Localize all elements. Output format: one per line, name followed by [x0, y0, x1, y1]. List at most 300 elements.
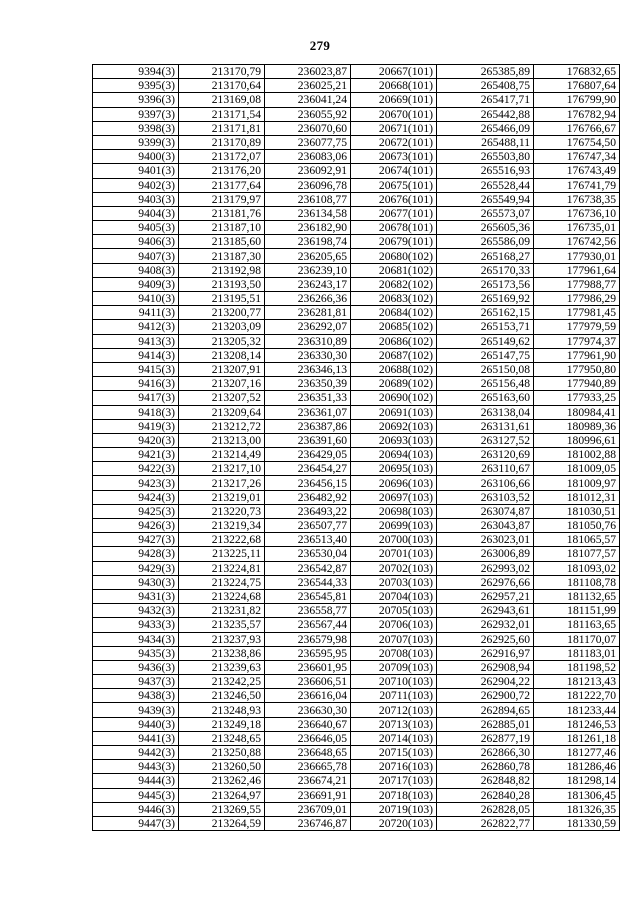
- x-coordinate-cell: 213171,54: [179, 107, 265, 121]
- point-id-cell: 9395(3): [93, 79, 179, 93]
- x-coordinate-cell: 265466,09: [437, 121, 534, 135]
- x-coordinate-cell: 262900,72: [437, 689, 534, 703]
- y-coordinate-cell: 236387,86: [265, 419, 351, 433]
- point-id-cell: 9446(3): [93, 802, 179, 816]
- table-row: [93, 306, 620, 320]
- table-row: [93, 646, 620, 660]
- y-coordinate-cell: 236691,91: [265, 788, 351, 802]
- y-coordinate-cell: 177961,64: [534, 263, 620, 277]
- x-coordinate-cell: 262822,77: [437, 816, 534, 830]
- point-id-cell: 20686(102): [351, 334, 437, 348]
- point-id-cell: 20675(101): [351, 178, 437, 192]
- point-id-cell: 9422(3): [93, 462, 179, 476]
- point-id-cell: 20714(103): [351, 731, 437, 745]
- x-coordinate-cell: 213207,16: [179, 377, 265, 391]
- x-coordinate-cell: 213246,50: [179, 689, 265, 703]
- point-id-cell: 9405(3): [93, 221, 179, 235]
- y-coordinate-cell: 181277,46: [534, 746, 620, 760]
- table-row: [93, 65, 620, 79]
- y-coordinate-cell: 181093,02: [534, 561, 620, 575]
- y-coordinate-cell: 236545,81: [265, 589, 351, 603]
- point-id-cell: 9424(3): [93, 490, 179, 504]
- y-coordinate-cell: 236601,95: [265, 660, 351, 674]
- table-row: [93, 462, 620, 476]
- x-coordinate-cell: 213207,52: [179, 391, 265, 405]
- y-coordinate-cell: 236456,15: [265, 476, 351, 490]
- point-id-cell: 9426(3): [93, 519, 179, 533]
- point-id-cell: 9442(3): [93, 746, 179, 760]
- x-coordinate-cell: 265156,48: [437, 377, 534, 391]
- point-id-cell: 20681(102): [351, 263, 437, 277]
- x-coordinate-cell: 262885,01: [437, 717, 534, 731]
- point-id-cell: 20705(103): [351, 604, 437, 618]
- table-row: [93, 391, 620, 405]
- x-coordinate-cell: 213260,50: [179, 760, 265, 774]
- point-id-cell: 20706(103): [351, 618, 437, 632]
- point-id-cell: 9420(3): [93, 433, 179, 447]
- table-row: [93, 760, 620, 774]
- point-id-cell: 20698(103): [351, 504, 437, 518]
- y-coordinate-cell: 236493,22: [265, 504, 351, 518]
- point-id-cell: 20694(103): [351, 448, 437, 462]
- y-coordinate-cell: 181233,44: [534, 703, 620, 717]
- point-id-cell: 20683(102): [351, 292, 437, 306]
- x-coordinate-cell: 213262,46: [179, 774, 265, 788]
- table-row: [93, 802, 620, 816]
- point-id-cell: 9399(3): [93, 135, 179, 149]
- point-id-cell: 20684(102): [351, 306, 437, 320]
- y-coordinate-cell: 181213,43: [534, 675, 620, 689]
- y-coordinate-cell: 236182,90: [265, 221, 351, 235]
- y-coordinate-cell: 236674,21: [265, 774, 351, 788]
- y-coordinate-cell: 181151,99: [534, 604, 620, 618]
- y-coordinate-cell: 181326,35: [534, 802, 620, 816]
- x-coordinate-cell: 213238,86: [179, 646, 265, 660]
- point-id-cell: 9402(3): [93, 178, 179, 192]
- table-row: [93, 618, 620, 632]
- x-coordinate-cell: 263043,87: [437, 519, 534, 533]
- table-row: [93, 703, 620, 717]
- point-id-cell: 9432(3): [93, 604, 179, 618]
- point-id-cell: 9400(3): [93, 150, 179, 164]
- x-coordinate-cell: 213170,79: [179, 65, 265, 79]
- page-number: 279: [309, 38, 331, 53]
- x-coordinate-cell: 262848,82: [437, 774, 534, 788]
- table-row: [93, 263, 620, 277]
- x-coordinate-cell: 213200,77: [179, 306, 265, 320]
- y-coordinate-cell: 181009,05: [534, 462, 620, 476]
- table-row: [93, 504, 620, 518]
- point-id-cell: 9416(3): [93, 377, 179, 391]
- x-coordinate-cell: 213224,75: [179, 575, 265, 589]
- x-coordinate-cell: 213176,20: [179, 164, 265, 178]
- y-coordinate-cell: 176738,35: [534, 192, 620, 206]
- point-id-cell: 20708(103): [351, 646, 437, 660]
- y-coordinate-cell: 236558,77: [265, 604, 351, 618]
- point-id-cell: 20718(103): [351, 788, 437, 802]
- table-row: [93, 519, 620, 533]
- point-id-cell: 9425(3): [93, 504, 179, 518]
- table-row: [93, 277, 620, 291]
- y-coordinate-cell: 236746,87: [265, 816, 351, 830]
- x-coordinate-cell: 262840,28: [437, 788, 534, 802]
- point-id-cell: 20695(103): [351, 462, 437, 476]
- point-id-cell: 20699(103): [351, 519, 437, 533]
- table-row: [93, 178, 620, 192]
- table-row: [93, 774, 620, 788]
- x-coordinate-cell: 213177,64: [179, 178, 265, 192]
- y-coordinate-cell: 176741,79: [534, 178, 620, 192]
- point-id-cell: 9438(3): [93, 689, 179, 703]
- y-coordinate-cell: 176832,65: [534, 65, 620, 79]
- x-coordinate-cell: 213203,09: [179, 320, 265, 334]
- y-coordinate-cell: 236266,36: [265, 292, 351, 306]
- table-row: [93, 575, 620, 589]
- x-coordinate-cell: 262976,66: [437, 575, 534, 589]
- x-coordinate-cell: 265605,36: [437, 221, 534, 235]
- y-coordinate-cell: 236542,87: [265, 561, 351, 575]
- point-id-cell: 9412(3): [93, 320, 179, 334]
- x-coordinate-cell: 213213,00: [179, 433, 265, 447]
- x-coordinate-cell: 213170,64: [179, 79, 265, 93]
- y-coordinate-cell: 236579,98: [265, 632, 351, 646]
- y-coordinate-cell: 236092,91: [265, 164, 351, 178]
- table-row: [93, 192, 620, 206]
- y-coordinate-cell: 181198,52: [534, 660, 620, 674]
- y-coordinate-cell: 236281,81: [265, 306, 351, 320]
- y-coordinate-cell: 236351,33: [265, 391, 351, 405]
- y-coordinate-cell: 236108,77: [265, 192, 351, 206]
- point-id-cell: 9445(3): [93, 788, 179, 802]
- point-id-cell: 20678(101): [351, 221, 437, 235]
- coordinates-table: [92, 64, 620, 831]
- x-coordinate-cell: 213239,63: [179, 660, 265, 674]
- y-coordinate-cell: 177988,77: [534, 277, 620, 291]
- y-coordinate-cell: 236070,60: [265, 121, 351, 135]
- y-coordinate-cell: 236243,17: [265, 277, 351, 291]
- x-coordinate-cell: 213242,25: [179, 675, 265, 689]
- y-coordinate-cell: 177930,01: [534, 249, 620, 263]
- y-coordinate-cell: 181002,88: [534, 448, 620, 462]
- point-id-cell: 9421(3): [93, 448, 179, 462]
- point-id-cell: 9414(3): [93, 348, 179, 362]
- table-row: [93, 689, 620, 703]
- x-coordinate-cell: 213248,93: [179, 703, 265, 717]
- x-coordinate-cell: 213248,65: [179, 731, 265, 745]
- y-coordinate-cell: 236239,10: [265, 263, 351, 277]
- y-coordinate-cell: 236429,05: [265, 448, 351, 462]
- y-coordinate-cell: 236709,01: [265, 802, 351, 816]
- y-coordinate-cell: 236513,40: [265, 533, 351, 547]
- y-coordinate-cell: 176782,94: [534, 107, 620, 121]
- y-coordinate-cell: 236041,24: [265, 93, 351, 107]
- x-coordinate-cell: 263138,04: [437, 405, 534, 419]
- y-coordinate-cell: 181030,51: [534, 504, 620, 518]
- y-coordinate-cell: 236292,07: [265, 320, 351, 334]
- x-coordinate-cell: 262828,05: [437, 802, 534, 816]
- x-coordinate-cell: 213209,64: [179, 405, 265, 419]
- point-id-cell: 20697(103): [351, 490, 437, 504]
- table-row: [93, 150, 620, 164]
- point-id-cell: 20690(102): [351, 391, 437, 405]
- x-coordinate-cell: 213208,14: [179, 348, 265, 362]
- table-row: [93, 746, 620, 760]
- x-coordinate-cell: 213237,93: [179, 632, 265, 646]
- x-coordinate-cell: 265488,11: [437, 135, 534, 149]
- y-coordinate-cell: 177979,59: [534, 320, 620, 334]
- point-id-cell: 20693(103): [351, 433, 437, 447]
- x-coordinate-cell: 265516,93: [437, 164, 534, 178]
- x-coordinate-cell: 265173,56: [437, 277, 534, 291]
- y-coordinate-cell: 181163,65: [534, 618, 620, 632]
- table-row: [93, 561, 620, 575]
- y-coordinate-cell: 236346,13: [265, 362, 351, 376]
- x-coordinate-cell: 262993,02: [437, 561, 534, 575]
- y-coordinate-cell: 176799,90: [534, 93, 620, 107]
- table-row: [93, 107, 620, 121]
- y-coordinate-cell: 236544,33: [265, 575, 351, 589]
- y-coordinate-cell: 236361,07: [265, 405, 351, 419]
- point-id-cell: 20668(101): [351, 79, 437, 93]
- point-id-cell: 9397(3): [93, 107, 179, 121]
- point-id-cell: 9403(3): [93, 192, 179, 206]
- x-coordinate-cell: 262866,30: [437, 746, 534, 760]
- point-id-cell: 20679(101): [351, 235, 437, 249]
- y-coordinate-cell: 181077,57: [534, 547, 620, 561]
- x-coordinate-cell: 263106,66: [437, 476, 534, 490]
- point-id-cell: 9430(3): [93, 575, 179, 589]
- table-row: [93, 135, 620, 149]
- point-id-cell: 9434(3): [93, 632, 179, 646]
- y-coordinate-cell: 181065,57: [534, 533, 620, 547]
- x-coordinate-cell: 262894,65: [437, 703, 534, 717]
- point-id-cell: 20709(103): [351, 660, 437, 674]
- y-coordinate-cell: 236640,67: [265, 717, 351, 731]
- point-id-cell: 9398(3): [93, 121, 179, 135]
- point-id-cell: 9431(3): [93, 589, 179, 603]
- x-coordinate-cell: 213207,91: [179, 362, 265, 376]
- point-id-cell: 9413(3): [93, 334, 179, 348]
- table-row: [93, 235, 620, 249]
- y-coordinate-cell: 181183,01: [534, 646, 620, 660]
- y-coordinate-cell: 177974,37: [534, 334, 620, 348]
- y-coordinate-cell: 176736,10: [534, 206, 620, 220]
- point-id-cell: 9407(3): [93, 249, 179, 263]
- table-row: [93, 121, 620, 135]
- y-coordinate-cell: 236205,65: [265, 249, 351, 263]
- y-coordinate-cell: 236134,58: [265, 206, 351, 220]
- table-row: [93, 377, 620, 391]
- table-row: [93, 632, 620, 646]
- y-coordinate-cell: 180996,61: [534, 433, 620, 447]
- point-id-cell: 9439(3): [93, 703, 179, 717]
- table-row: [93, 589, 620, 603]
- x-coordinate-cell: 263074,87: [437, 504, 534, 518]
- x-coordinate-cell: 213224,81: [179, 561, 265, 575]
- point-id-cell: 9427(3): [93, 533, 179, 547]
- point-id-cell: 20711(103): [351, 689, 437, 703]
- x-coordinate-cell: 213217,10: [179, 462, 265, 476]
- point-id-cell: 20688(102): [351, 362, 437, 376]
- y-coordinate-cell: 236055,92: [265, 107, 351, 121]
- y-coordinate-cell: 180984,41: [534, 405, 620, 419]
- x-coordinate-cell: 213185,60: [179, 235, 265, 249]
- y-coordinate-cell: 181222,70: [534, 689, 620, 703]
- point-id-cell: 9433(3): [93, 618, 179, 632]
- x-coordinate-cell: 213231,82: [179, 604, 265, 618]
- y-coordinate-cell: 236507,77: [265, 519, 351, 533]
- x-coordinate-cell: 262908,94: [437, 660, 534, 674]
- y-coordinate-cell: 236595,95: [265, 646, 351, 660]
- y-coordinate-cell: 177981,45: [534, 306, 620, 320]
- x-coordinate-cell: 213250,88: [179, 746, 265, 760]
- table-row: [93, 675, 620, 689]
- point-id-cell: 20710(103): [351, 675, 437, 689]
- x-coordinate-cell: 265549,94: [437, 192, 534, 206]
- x-coordinate-cell: 262957,21: [437, 589, 534, 603]
- y-coordinate-cell: 181108,78: [534, 575, 620, 589]
- y-coordinate-cell: 181286,46: [534, 760, 620, 774]
- y-coordinate-cell: 236077,75: [265, 135, 351, 149]
- table-row: [93, 206, 620, 220]
- point-id-cell: 20707(103): [351, 632, 437, 646]
- x-coordinate-cell: 213192,98: [179, 263, 265, 277]
- y-coordinate-cell: 177950,80: [534, 362, 620, 376]
- y-coordinate-cell: 176743,49: [534, 164, 620, 178]
- y-coordinate-cell: 236530,04: [265, 547, 351, 561]
- y-coordinate-cell: 181246,53: [534, 717, 620, 731]
- table-row: [93, 249, 620, 263]
- point-id-cell: 20717(103): [351, 774, 437, 788]
- x-coordinate-cell: 213169,08: [179, 93, 265, 107]
- x-coordinate-cell: 262877,19: [437, 731, 534, 745]
- x-coordinate-cell: 262925,60: [437, 632, 534, 646]
- x-coordinate-cell: 213219,01: [179, 490, 265, 504]
- x-coordinate-cell: 213193,50: [179, 277, 265, 291]
- y-coordinate-cell: 181012,31: [534, 490, 620, 504]
- x-coordinate-cell: 265149,62: [437, 334, 534, 348]
- table-row: [93, 164, 620, 178]
- point-id-cell: 9418(3): [93, 405, 179, 419]
- table-row: [93, 362, 620, 376]
- point-id-cell: 9411(3): [93, 306, 179, 320]
- x-coordinate-cell: 213220,73: [179, 504, 265, 518]
- x-coordinate-cell: 262943,61: [437, 604, 534, 618]
- x-coordinate-cell: 213222,68: [179, 533, 265, 547]
- table-row: [93, 320, 620, 334]
- x-coordinate-cell: 265586,09: [437, 235, 534, 249]
- point-id-cell: 9404(3): [93, 206, 179, 220]
- x-coordinate-cell: 263103,52: [437, 490, 534, 504]
- y-coordinate-cell: 177986,29: [534, 292, 620, 306]
- y-coordinate-cell: 236606,51: [265, 675, 351, 689]
- point-id-cell: 20673(101): [351, 150, 437, 164]
- x-coordinate-cell: 213181,76: [179, 206, 265, 220]
- point-id-cell: 20687(102): [351, 348, 437, 362]
- point-id-cell: 9440(3): [93, 717, 179, 731]
- point-id-cell: 9415(3): [93, 362, 179, 376]
- x-coordinate-cell: 265385,89: [437, 65, 534, 79]
- table-row: [93, 717, 620, 731]
- table-row: [93, 221, 620, 235]
- y-coordinate-cell: 236630,30: [265, 703, 351, 717]
- x-coordinate-cell: 213219,34: [179, 519, 265, 533]
- point-id-cell: 20685(102): [351, 320, 437, 334]
- point-id-cell: 9396(3): [93, 93, 179, 107]
- y-coordinate-cell: 236646,05: [265, 731, 351, 745]
- y-coordinate-cell: 181170,07: [534, 632, 620, 646]
- point-id-cell: 9406(3): [93, 235, 179, 249]
- point-id-cell: 9410(3): [93, 292, 179, 306]
- y-coordinate-cell: 181298,14: [534, 774, 620, 788]
- table-row: [93, 448, 620, 462]
- x-coordinate-cell: 213212,72: [179, 419, 265, 433]
- table-row: [93, 788, 620, 802]
- table-row: [93, 604, 620, 618]
- point-id-cell: 20719(103): [351, 802, 437, 816]
- point-id-cell: 9441(3): [93, 731, 179, 745]
- point-id-cell: 20703(103): [351, 575, 437, 589]
- coordinates-table-body: [93, 65, 620, 831]
- table-row: [93, 547, 620, 561]
- y-coordinate-cell: 236482,92: [265, 490, 351, 504]
- x-coordinate-cell: 263006,89: [437, 547, 534, 561]
- point-id-cell: 20677(101): [351, 206, 437, 220]
- x-coordinate-cell: 265573,07: [437, 206, 534, 220]
- x-coordinate-cell: 265153,71: [437, 320, 534, 334]
- point-id-cell: 20680(102): [351, 249, 437, 263]
- point-id-cell: 20712(103): [351, 703, 437, 717]
- point-id-cell: 9443(3): [93, 760, 179, 774]
- x-coordinate-cell: 213179,97: [179, 192, 265, 206]
- point-id-cell: 9435(3): [93, 646, 179, 660]
- x-coordinate-cell: 263023,01: [437, 533, 534, 547]
- x-coordinate-cell: 265169,92: [437, 292, 534, 306]
- x-coordinate-cell: 262860,78: [437, 760, 534, 774]
- y-coordinate-cell: 180989,36: [534, 419, 620, 433]
- point-id-cell: 20672(101): [351, 135, 437, 149]
- y-coordinate-cell: 177933,25: [534, 391, 620, 405]
- x-coordinate-cell: 265150,08: [437, 362, 534, 376]
- point-id-cell: 9437(3): [93, 675, 179, 689]
- point-id-cell: 20702(103): [351, 561, 437, 575]
- x-coordinate-cell: 213264,59: [179, 816, 265, 830]
- point-id-cell: 20674(101): [351, 164, 437, 178]
- y-coordinate-cell: 236310,89: [265, 334, 351, 348]
- y-coordinate-cell: 236350,39: [265, 377, 351, 391]
- point-id-cell: 9429(3): [93, 561, 179, 575]
- x-coordinate-cell: 263131,61: [437, 419, 534, 433]
- point-id-cell: 9423(3): [93, 476, 179, 490]
- point-id-cell: 20689(102): [351, 377, 437, 391]
- x-coordinate-cell: 213205,32: [179, 334, 265, 348]
- x-coordinate-cell: 262932,01: [437, 618, 534, 632]
- y-coordinate-cell: 236391,60: [265, 433, 351, 447]
- point-id-cell: 20682(102): [351, 277, 437, 291]
- point-id-cell: 20667(101): [351, 65, 437, 79]
- table-row: [93, 334, 620, 348]
- y-coordinate-cell: 176807,64: [534, 79, 620, 93]
- x-coordinate-cell: 265408,75: [437, 79, 534, 93]
- point-id-cell: 20716(103): [351, 760, 437, 774]
- y-coordinate-cell: 236023,87: [265, 65, 351, 79]
- table-row: [93, 490, 620, 504]
- point-id-cell: 20713(103): [351, 717, 437, 731]
- x-coordinate-cell: 213235,57: [179, 618, 265, 632]
- x-coordinate-cell: 213269,55: [179, 802, 265, 816]
- x-coordinate-cell: 265163,60: [437, 391, 534, 405]
- point-id-cell: 9394(3): [93, 65, 179, 79]
